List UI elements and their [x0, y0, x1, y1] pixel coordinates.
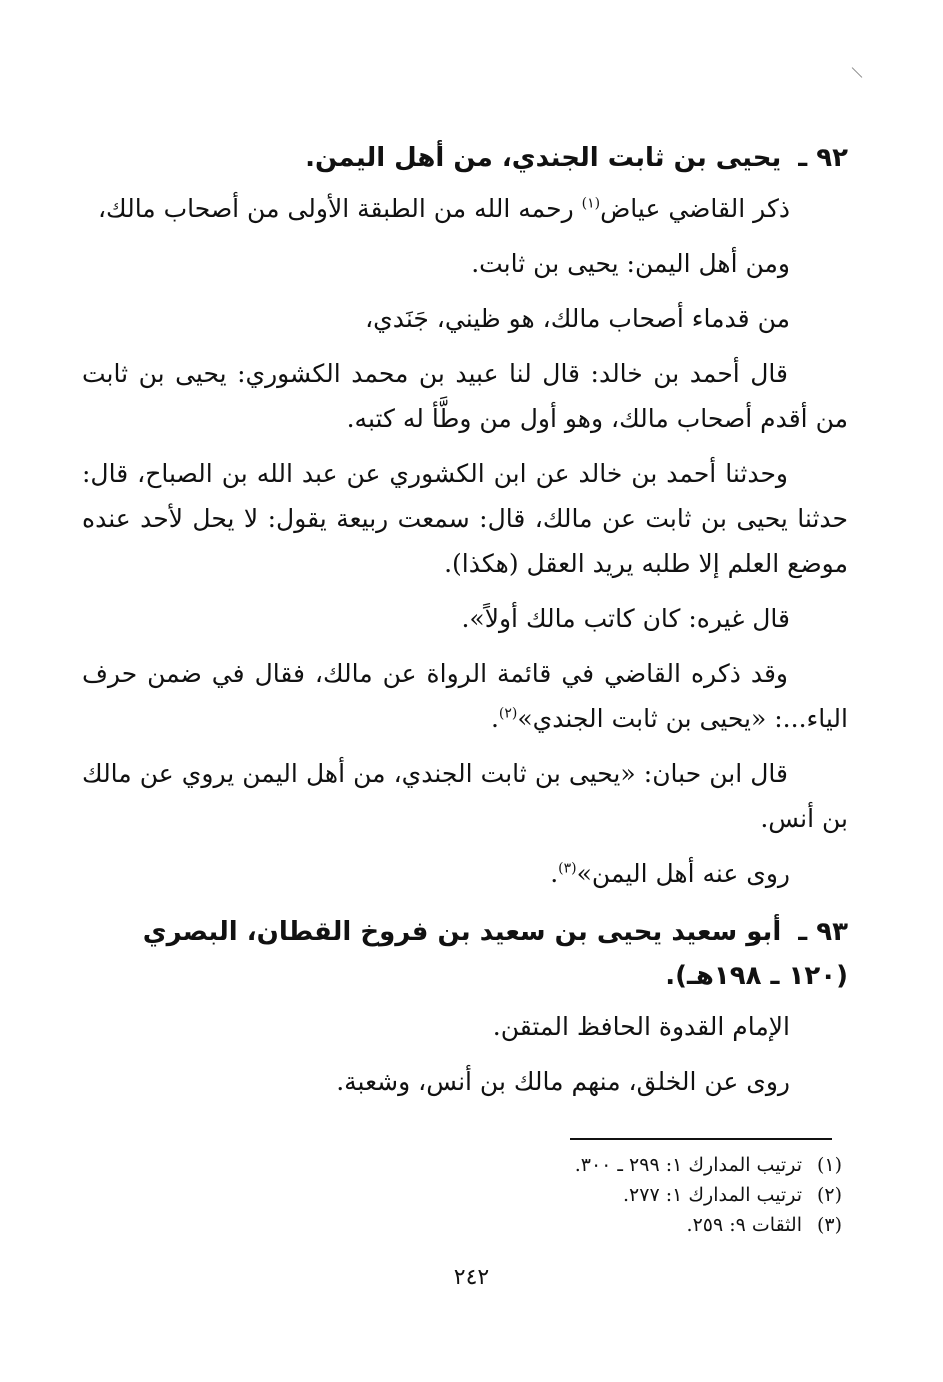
scan-speck — [852, 67, 863, 78]
footnote-text: الثقات ٩: ٢٥٩. — [686, 1214, 802, 1236]
page-body — [82, 136, 848, 1114]
entry-92-paragraph-1 — [82, 186, 848, 231]
entry-93-paragraph-2: روى عن الخلق، منهم مالك بن أنس، وشعبة. — [336, 1067, 790, 1096]
page-number: ٢٤٢ — [453, 1265, 490, 1290]
entry-92-paragraph-9 — [82, 851, 848, 896]
entry-92-heading — [82, 136, 848, 180]
footnote-mark: (٢) — [816, 1184, 842, 1206]
entry-92-number: ٩٢ ـ — [798, 143, 848, 173]
entry-92-paragraph-8: قال ابن حبان: «يحيى بن ثابت الجندي، من أهل اليمن يروي عن مالك بن أنس. — [82, 759, 848, 833]
entry-92-paragraph-7 — [82, 651, 848, 741]
footnote-1 — [480, 1150, 842, 1180]
paragraph-text: ذكر القاضي عياض — [600, 194, 790, 223]
entry-92-paragraph-2: ومن أهل اليمن: يحيى بن ثابت. — [471, 249, 790, 278]
footnote-2 — [480, 1180, 842, 1210]
paragraph-text: رحمه الله من الطبقة الأولى من أصحاب مالك، — [97, 194, 582, 223]
entry-92-title: يحيى بن ثابت الجندي، من أهل اليمن. — [305, 143, 782, 173]
entry-92-paragraph-4: قال أحمد بن خالد: قال لنا عبيد بن محمد الكشوري: يحيى بن ثابت من أقدم أصحاب مالك، وهو أول من وطَّأ له كتبه. — [82, 359, 848, 433]
footnote-ref-2[interactable]: (٢) — [498, 705, 518, 722]
entry-93-heading — [82, 910, 848, 998]
entry-93-number: ٩٣ ـ — [798, 917, 848, 947]
footnotes — [480, 1150, 842, 1240]
entry-92-paragraph-6: قال غيره: كان كاتب مالك أولاً». — [461, 604, 790, 633]
footnote-ref-1[interactable]: (١) — [581, 195, 601, 212]
footnote-text: ترتيب المدارك ١: ٢٧٧. — [622, 1184, 802, 1206]
footnote-mark: (٣) — [816, 1214, 842, 1236]
entry-92-paragraph-5: وحدثنا أحمد بن خالد عن ابن الكشوري عن عبد الله بن الصباح، قال: حدثنا يحيى بن ثابت عن مالك، قال: سمعت ربيعة يقول: لا يحل لأحد عنده موضع العلم إلا طلبه يريد العقل (هكذا). — [82, 459, 848, 578]
footnote-divider — [570, 1138, 832, 1140]
footnote-text: ترتيب المدارك ١: ٢٩٩ ـ ٣٠٠. — [574, 1154, 802, 1176]
entry-93-title: أبو سعيد يحيى بن سعيد بن فروخ القطان، البصري (١٢٠ ـ ١٩٨هـ). — [142, 917, 848, 991]
entry-92-paragraph-3: من قدماء أصحاب مالك، هو ظيني، جَنَدي، — [365, 304, 790, 333]
paragraph-text: . — [490, 704, 499, 733]
paragraph-text: . — [550, 859, 559, 888]
footnote-mark: (١) — [816, 1154, 842, 1176]
footnote-3 — [480, 1210, 842, 1240]
footnote-ref-3[interactable]: (٣) — [558, 860, 577, 877]
entry-93-paragraph-1: الإمام القدوة الحافظ المتقن. — [492, 1012, 790, 1041]
paragraph-text: وقد ذكره القاضي في قائمة الرواة عن مالك، فقال في ضمن حرف الياء...: «يحيى بن ثابت الجندي» — [82, 659, 848, 733]
paragraph-text: روى عنه أهل اليمن» — [576, 859, 790, 888]
